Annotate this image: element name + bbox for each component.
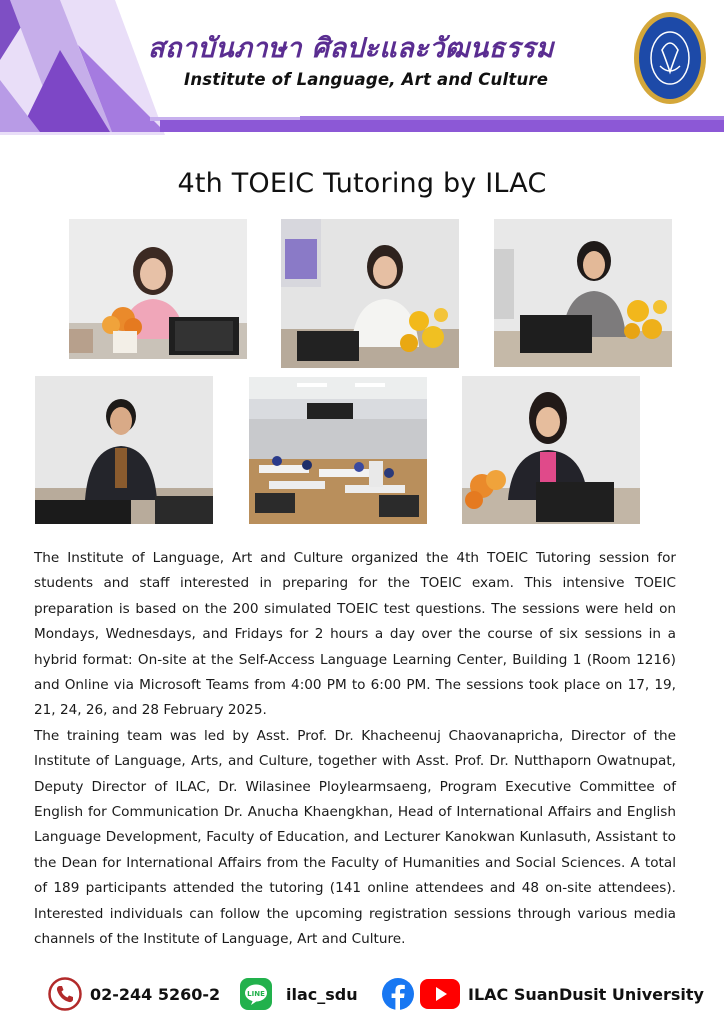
- line-icon: [240, 978, 272, 1010]
- paragraph-training-team: The training team was led by Asst. Prof. Dr. Khacheenuj Chaovanapricha, Director of the Institute of Language, Arts, and Culture, together with Asst. Prof. Dr. Nutthaporn Owatnupat, Deputy Director of ILAC, Dr. Wilasinee Ploylearmsaeng, Program Executive Committee of English for Communication Dr. Anucha Khaengkhan, Head of International Affairs and English Language Development, Faculty of Education, and Lecturer Kanokwan Kunlasuth, Assistant to the Dean for International Affairs from the Faculty of Humanities and Social Sciences. A total of 189 participants attended the tutoring (141 online attendees and 48 on-site attendees). Interested individuals can follow the upcoming registration sessions through various media channels of the Institute of Language, Art and Culture.: [34, 727, 676, 948]
- header-banner: [0, 0, 724, 140]
- footer-contacts: [0, 972, 724, 1020]
- university-seal-logo: [632, 10, 708, 106]
- footer-social-name[interactable]: ILAC SuanDusit University: [468, 984, 704, 1004]
- footer-social: [382, 972, 704, 1016]
- header-thai-title: สถาบันภาษา ศิลปะและวัฒนธรรม: [148, 33, 554, 64]
- photo-tutor-grey-dress: [494, 219, 672, 367]
- photo-classroom: [249, 377, 427, 524]
- paragraph-event-summary: The Institute of Language, Art and Culture organized the 4th TOEIC Tutoring session for students and staff interested in preparing for the TOEIC exam. This intensive TOEIC preparation is based on the 200 simulated TOEIC test questions. The sessions were held on Mondays, Wednesdays, and Fridays for 2 hours a day over the course of six sessions in a hybrid format: On-site at the Self-Access Language Learning Center, Building 1 (Room 1216) and Online via Microsoft Teams from 4:00 PM to 6:00 PM. The sessions took place on 17, 19, 21, 24, 26, and 28 February 2025.: [34, 550, 676, 719]
- document-body: [34, 546, 676, 953]
- youtube-icon[interactable]: [420, 979, 460, 1009]
- photo-tutor-man-dark-suit: [35, 376, 213, 524]
- facebook-icon[interactable]: [382, 978, 414, 1010]
- header-english-title: Institute of Language, Art and Culture: [184, 70, 549, 89]
- svg-text:LINE: LINE: [247, 990, 265, 998]
- photo-tutor-white-blazer: [281, 219, 459, 368]
- footer-phone-number[interactable]: 02-244 5260-2: [90, 984, 221, 1004]
- document-title: 4th TOEIC Tutoring by ILAC: [177, 168, 547, 199]
- footer-phone: [48, 972, 220, 1016]
- footer-line-id[interactable]: ilac_sdu: [286, 984, 358, 1004]
- footer-line: [240, 972, 358, 1016]
- photo-tutor-pink-blouse: [69, 219, 247, 359]
- photo-tutor-pink-shirt: [462, 376, 640, 524]
- phone-icon: [48, 977, 82, 1011]
